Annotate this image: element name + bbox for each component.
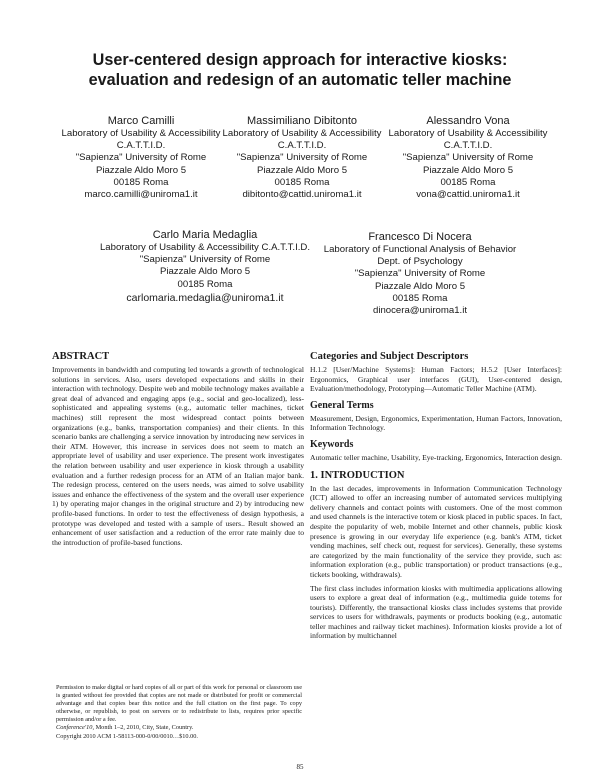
author-address: Piazzale Aldo Moro 5 xyxy=(422,164,514,176)
permission-notice xyxy=(56,684,302,741)
keywords-text: Automatic teller machine, Usability, Eye-tracking, Ergonomics, Interaction design. xyxy=(310,452,562,462)
conference-name: Conference'10 xyxy=(56,724,93,732)
paper-title xyxy=(0,50,600,90)
author-address: 00185 Roma xyxy=(274,176,330,188)
author-block-2 xyxy=(213,114,391,201)
author-email: vona@cattid.uniroma1.it xyxy=(416,189,520,201)
author-affiliation: Laboratory of Usability & Accessibility xyxy=(222,128,382,139)
page-number: 85 xyxy=(296,763,304,771)
author-block-4 xyxy=(80,228,330,305)
author-address: 00185 Roma xyxy=(177,278,233,290)
author-block-5 xyxy=(320,230,520,317)
author-address: Piazzale Aldo Moro 5 xyxy=(95,164,187,176)
author-affiliation: Laboratory of Functional Analysis of Behavior xyxy=(323,244,517,255)
right-column xyxy=(310,350,562,641)
author-address: 00185 Roma xyxy=(440,176,496,188)
conference-details: , Month 1–2, 2010, City, State, Country. xyxy=(92,724,194,732)
author-name: Alessandro Vona xyxy=(426,115,510,127)
categories-text: H.1.2 [User/Machine Systems]: Human Factors; H.5.2 [User Interfaces]: Ergonomics, Graphical user interfaces (GUI), User-centered design, Evaluation/methodology, Prototyping—Automatic Teller Machine (ATM). xyxy=(310,365,562,394)
author-affiliation: "Sapienza" University of Rome xyxy=(354,268,486,280)
general-terms-heading: General Terms xyxy=(310,399,374,411)
author-address: 00185 Roma xyxy=(392,292,448,304)
author-affiliation: Laboratory of Usability & Accessibility C.A.T.T.I.D. xyxy=(99,242,311,253)
title-line-1: User-centered design approach for interactive kiosks: xyxy=(92,51,508,69)
general-terms-text: Measurement, Design, Ergonomics, Experimentation, Human Factors, Innovation, Information Technology. xyxy=(310,413,562,433)
author-address: Piazzale Aldo Moro 5 xyxy=(374,280,466,292)
categories-heading: Categories and Subject Descriptors xyxy=(310,351,469,362)
author-affiliation: C.A.T.T.I.D. xyxy=(116,140,166,152)
author-affiliation: Laboratory of Usability & Accessibility xyxy=(61,128,221,139)
author-email: marco.camilli@uniroma1.it xyxy=(84,189,198,201)
author-block-3 xyxy=(382,114,554,201)
author-affiliation: "Sapienza" University of Rome xyxy=(75,152,207,164)
abstract-heading: ABSTRACT xyxy=(52,351,110,362)
copyright-line: Copyright 2010 ACM 1-58113-000-0/00/0010…$10.00. xyxy=(56,732,198,740)
abstract-text: Improvements in bandwidth and computing led towards a growth of technological solutions in services. Also, users developed expectations and skills in their interaction with technology. Despite web and mobile technology makes available a great deal of advanced and engaging apps (e.g., social and geo-localized), less-sophisticated and appealing systems (e.g., automatic teller machines, ticket machines) still represent the most widespread contact points between organizations (e.g., banks, transportation companies) and their clients. In this scenario banks are challenging a service innovation by introducing new services in their ATM. However, this increase in services does not seem to match an appropriate level of usability and user experience. The present work investigates the relation between usability and user experience in kiosk through a usability evaluation and a further redesign process for an ATM of an Italian major bank. The redesign process, centered on the users needs, was aimed to solve usability issues and enhance the effectiveness of the system and the overall user experience 1) by operating major changes in the original structure and 2) by introducing new profile-based functions. In order to test the effectiveness of design hypothesis, a prototype was developed and tested with a sample of users.. Result showed an enhancement of user satisfaction and a reduction of the error rate mainly due to the introduction of profile-based functions. xyxy=(52,365,304,547)
author-affiliation: Laboratory of Usability & Accessibility xyxy=(388,128,548,139)
author-address: Piazzale Aldo Moro 5 xyxy=(256,164,348,176)
conference-line xyxy=(56,724,302,732)
author-affiliation: "Sapienza" University of Rome xyxy=(236,152,368,164)
author-email: dinocera@uniroma1.it xyxy=(373,305,467,317)
author-name: Massimiliano Dibitonto xyxy=(246,115,358,127)
introduction-heading: 1. INTRODUCTION xyxy=(310,469,405,481)
author-affiliation: Dept. of Psychology xyxy=(377,256,463,268)
author-address: 00185 Roma xyxy=(113,176,169,188)
author-affiliation: "Sapienza" University of Rome xyxy=(402,152,534,164)
author-name: Francesco Di Nocera xyxy=(368,231,472,243)
author-email: dibitonto@cattid.uniroma1.it xyxy=(242,189,362,201)
introduction-paragraph-2: The first class includes information kiosks with multimedia applications allowing users to explore a great deal of information (e.g., multimedia guide totems for tourists). Differently, the transactional kiosks class includes systems that provide services to users for withdrawals, payments or products booking (e.g., automatic teller machines and railway ticket machines). Information kiosks provide a lot of information by multichannel xyxy=(310,583,562,641)
author-name: Marco Camilli xyxy=(107,115,175,127)
author-affiliation: "Sapienza" University of Rome xyxy=(139,254,271,266)
author-affiliation: C.A.T.T.I.D. xyxy=(443,140,493,152)
author-email: carlomaria.medaglia@uniroma1.it xyxy=(126,291,284,304)
title-line-2: evaluation and redesign of an automatic teller machine xyxy=(88,71,512,89)
introduction-paragraph-1: In the last decades, improvements in Information Communication Technology (ICT) allowed to offer an increasing number of automated services multiplying delivery channels and contact points with customers. One of the most common and used channels is the interactive totem or kiosk placed in public spaces. In fact, despite the popularity of web, mobile Internet and other channels, public kiosk presence is growing in our everyday life experience (e.g. bank's ATM, ticket vending machines, self check out, request for services). Generally, these systems are categorized by the main functionality of the service they provide, such as: information exploration (e.g., public transportation) or product transactions (e.g., tickets booking, withdrawals). xyxy=(310,483,562,579)
author-address: Piazzale Aldo Moro 5 xyxy=(159,266,251,278)
author-affiliation: C.A.T.T.I.D. xyxy=(277,140,327,152)
keywords-heading: Keywords xyxy=(310,438,354,450)
permission-text: Permission to make digital or hard copies of all or part of this work for personal or classroom use is granted without fee provided that copies are not made or distributed for profit or commercial advantage and that copies bear this notice and the full citation on the first page. To copy otherwise, or republish, to post on servers or to redistribute to lists, requires prior specific permission and/or a fee. xyxy=(56,684,302,724)
left-column xyxy=(52,350,304,547)
author-name: Carlo Maria Medaglia xyxy=(152,229,258,241)
author-block-1 xyxy=(52,114,230,201)
